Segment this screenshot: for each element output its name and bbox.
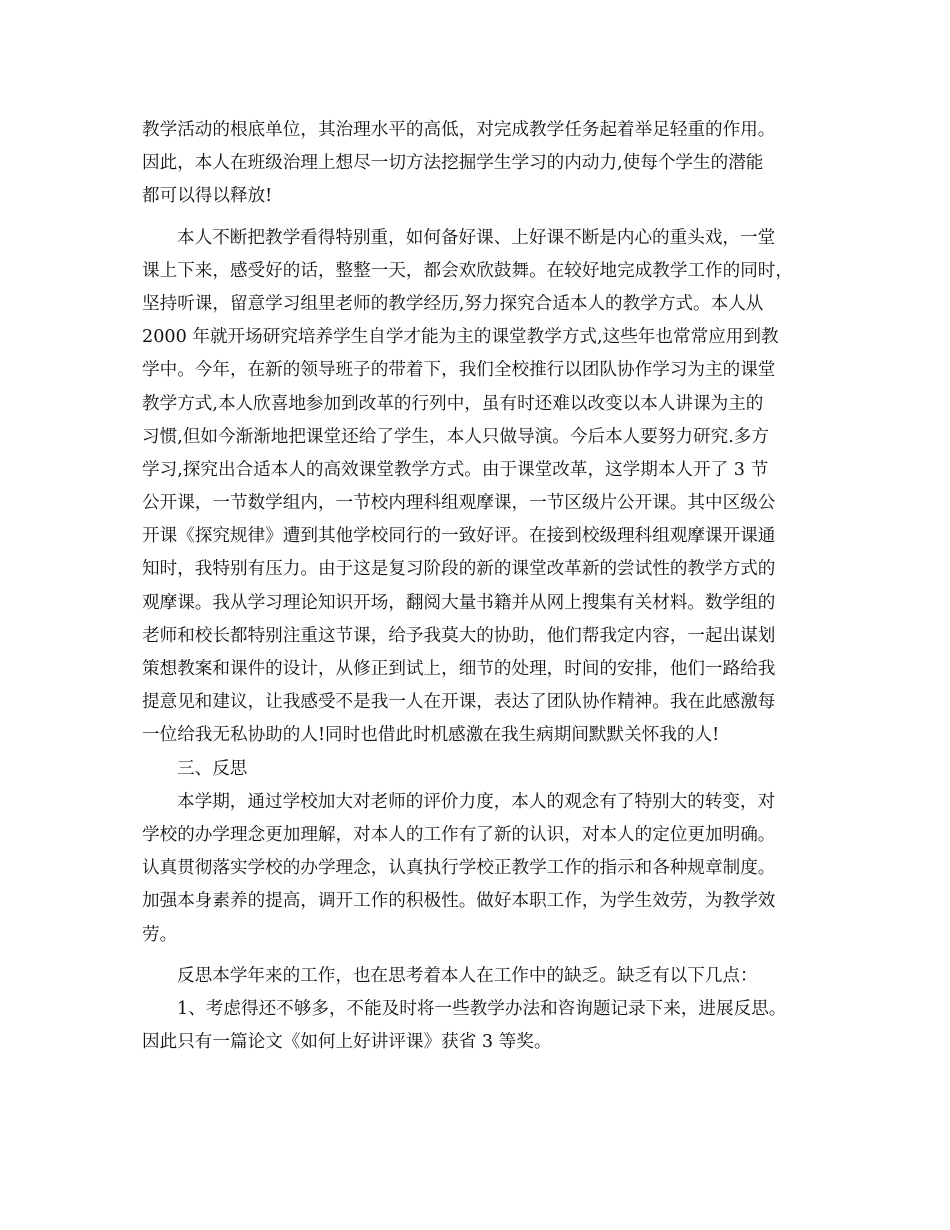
text-line: 学中。今年，在新的领导班子的带着下，我们全校推行以团队协作学习为主的课堂 <box>142 360 776 381</box>
text-line: 1、考虑得还不够多，不能及时将一些教学办法和咨询题记录下来，进展反思。 <box>177 998 787 1019</box>
text-line: 提意见和建议，让我感受不是我一人在开课，表达了团队协作精神。我在此感激每 <box>142 692 776 713</box>
text-line: 观摩课。我从学习理论知识开场，翻阅大量书籍并从网上搜集有关材料。数学组的 <box>142 592 776 613</box>
text-line: 本学期，通过学校加大对老师的评价力度，本人的观念有了特别大的转变，对 <box>177 791 776 812</box>
text-line: 习惯,但如今渐渐地把课堂还给了学生，本人只做导演。今后本人要努力研究.多方 <box>142 426 769 447</box>
text-line: 老师和校长都特别注重这节课，给予我莫大的协助，他们帮我定内容，一起出谋划 <box>142 625 776 646</box>
paragraph-gap <box>142 952 822 960</box>
text-line: 策想教案和课件的设计，从修正到试上，细节的处理，时间的安排，他们一路给我 <box>142 659 776 679</box>
text-line: 三、反思 <box>177 758 248 779</box>
text-line: 教学方式,本人欣喜地参加到改革的行列中，虽有时还难以改变以本人讲课为主的 <box>142 393 764 414</box>
text-line: 开课《探究规律》遭到其他学校同行的一致好评。在接到校级理科组观摩课开课通 <box>142 526 776 547</box>
text-line: 认真贯彻落实学校的办学理念，认真执行学校正教学工作的指示和各种规章制度。 <box>142 858 776 879</box>
text-line: 加强本身素养的提高，调开工作的积极性。做好本职工作，为学生效劳，为教学效 <box>142 891 776 912</box>
text-line: 因此，本人在班级治理上想尽一切方法挖掘学生学习的内动力,使每个学生的潜能 <box>142 153 764 174</box>
text-line: 因此只有一篇论文《如何上好讲评课》获省 3 等奖。 <box>142 1032 552 1053</box>
text-line: 劳。 <box>142 924 178 945</box>
document-body <box>142 114 822 1059</box>
text-line: 教学活动的根底单位，其治理水平的高低，对完成教学任务起着举足轻重的作用。 <box>142 120 776 140</box>
paragraph-gap <box>142 214 822 222</box>
text-line: 学校的办学理念更加理解，对本人的工作有了新的认识，对本人的定位更加明确。 <box>142 824 776 845</box>
text-line: 本人不断把教学看得特别重，如何备好课、上好课不断是内心的重头戏，一堂 <box>177 227 776 248</box>
text-line: 学习,探究出合适本人的高效课堂教学方式。由于课堂改革，这学期本人开了 3 节 <box>142 459 769 480</box>
text-line: 反思本学年来的工作，也在思考着本人在工作中的缺乏。缺乏有以下几点： <box>177 965 758 986</box>
text-line: 课上下来，感受好的话，整整一天，都会欢欣鼓舞。在较好地完成教学工作的同时， <box>142 260 793 281</box>
text-line: 知时，我特别有压力。由于这是复习阶段的新的课堂改革新的尝试性的教学方式的 <box>142 559 776 580</box>
text-line: 公开课，一节数学组内，一节校内理科组观摩课，一节区级片公开课。其中区级公 <box>142 493 776 514</box>
text-line: 坚持听课，留意学习组里老师的教学经历,努力探究合适本人的教学方式。本人从 <box>142 293 764 314</box>
text-line: 一位给我无私协助的人!同时也借此时机感激在我生病期间默默关怀我的人! <box>142 725 720 746</box>
text-line: 都可以得以释放! <box>142 186 273 207</box>
text-line: 2000 年就开场研究培养学生自学才能为主的课堂教学方式,这些年也常常应用到教 <box>142 327 779 348</box>
